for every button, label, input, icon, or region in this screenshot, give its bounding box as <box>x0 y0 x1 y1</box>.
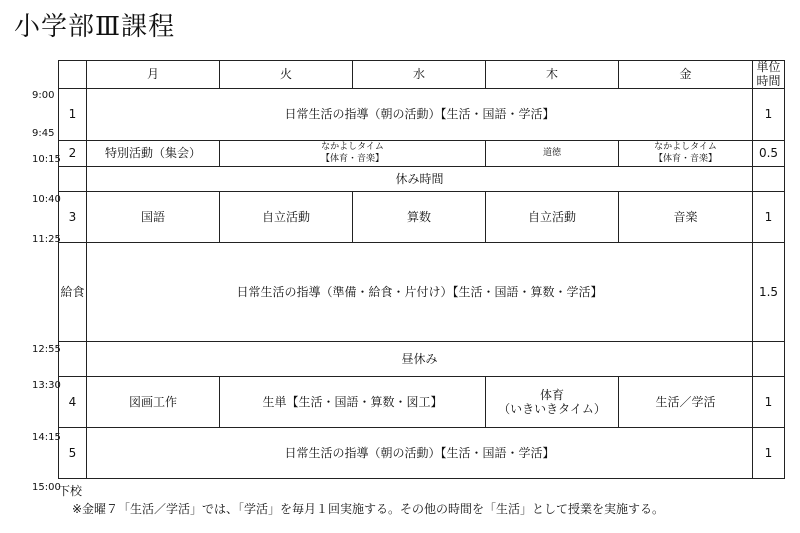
time-label: 13:30 <box>32 380 61 391</box>
period-4-thu: 体育 （いきいきタイム） <box>485 376 619 428</box>
dismissal-label: 下校 <box>58 484 83 498</box>
period-2-mon: 特別活動（集会） <box>86 140 220 167</box>
noon-unit-cell <box>752 341 785 377</box>
period-label: 4 <box>58 376 87 428</box>
time-label: 14:15 <box>32 432 61 443</box>
period-4-unit: 1 <box>752 376 785 428</box>
noon-label-cell <box>58 341 87 377</box>
period-5-unit: 1 <box>752 427 785 479</box>
time-label: 10:15 <box>32 154 61 165</box>
period-2-fri: なかよしタイム 【体育・音楽】 <box>618 140 753 167</box>
header-units: 単位 時間 <box>752 60 785 89</box>
period-4-mon: 図画工作 <box>86 376 220 428</box>
period-label: 5 <box>58 427 87 479</box>
break-time: 休み時間 <box>86 166 753 192</box>
period-3-tue: 自立活動 <box>219 191 353 243</box>
schedule-table <box>58 60 785 485</box>
period-3-wed: 算数 <box>352 191 486 243</box>
period-2-thu: 道徳 <box>485 140 619 167</box>
time-label: 9:45 <box>32 128 55 139</box>
header-day-tue: 火 <box>219 60 353 89</box>
period-3-fri: 音楽 <box>618 191 753 243</box>
time-label: 15:00 <box>32 482 61 493</box>
lunch-activity: 日常生活の指導（準備・給食・片付け）【生活・国語・算数・学活】 <box>86 242 753 342</box>
time-label: 9:00 <box>32 90 55 101</box>
period-2-unit: 0.5 <box>752 140 785 167</box>
break-unit-cell <box>752 166 785 192</box>
header-day-mon: 月 <box>86 60 220 89</box>
period-label: 1 <box>58 88 87 141</box>
footnote: ※金曜７「生活／学活」では、「学活」を毎月１回実施する。その他の時間を「生活」として授業を実施する。 <box>72 502 665 516</box>
time-label: 12:55 <box>32 344 61 355</box>
period-5-activity: 日常生活の指導（朝の活動）【生活・国語・学活】 <box>86 427 753 479</box>
period-1-unit: 1 <box>752 88 785 141</box>
period-3-mon: 国語 <box>86 191 220 243</box>
period-1-activity: 日常生活の指導（朝の活動）【生活・国語・学活】 <box>86 88 753 141</box>
page-title: 小学部Ⅲ課程 <box>14 12 176 42</box>
header-day-wed: 水 <box>352 60 486 89</box>
header-day-thu: 木 <box>485 60 619 89</box>
period-3-thu: 自立活動 <box>485 191 619 243</box>
period-4-fri: 生活／学活 <box>618 376 753 428</box>
header-corner <box>58 60 87 89</box>
break-label-cell <box>58 166 87 192</box>
period-2-tue-wed: なかよしタイム 【体育・音楽】 <box>219 140 486 167</box>
time-label: 11:25 <box>32 234 61 245</box>
time-label: 10:40 <box>32 194 61 205</box>
period-3-unit: 1 <box>752 191 785 243</box>
period-4-tue-wed: 生単【生活・国語・算数・図工】 <box>219 376 486 428</box>
lunch-label: 給食 <box>58 242 87 342</box>
period-label: 2 <box>58 140 87 167</box>
lunch-unit: 1.5 <box>752 242 785 342</box>
header-day-fri: 金 <box>618 60 753 89</box>
period-label: 3 <box>58 191 87 243</box>
noon-break: 昼休み <box>86 341 753 377</box>
